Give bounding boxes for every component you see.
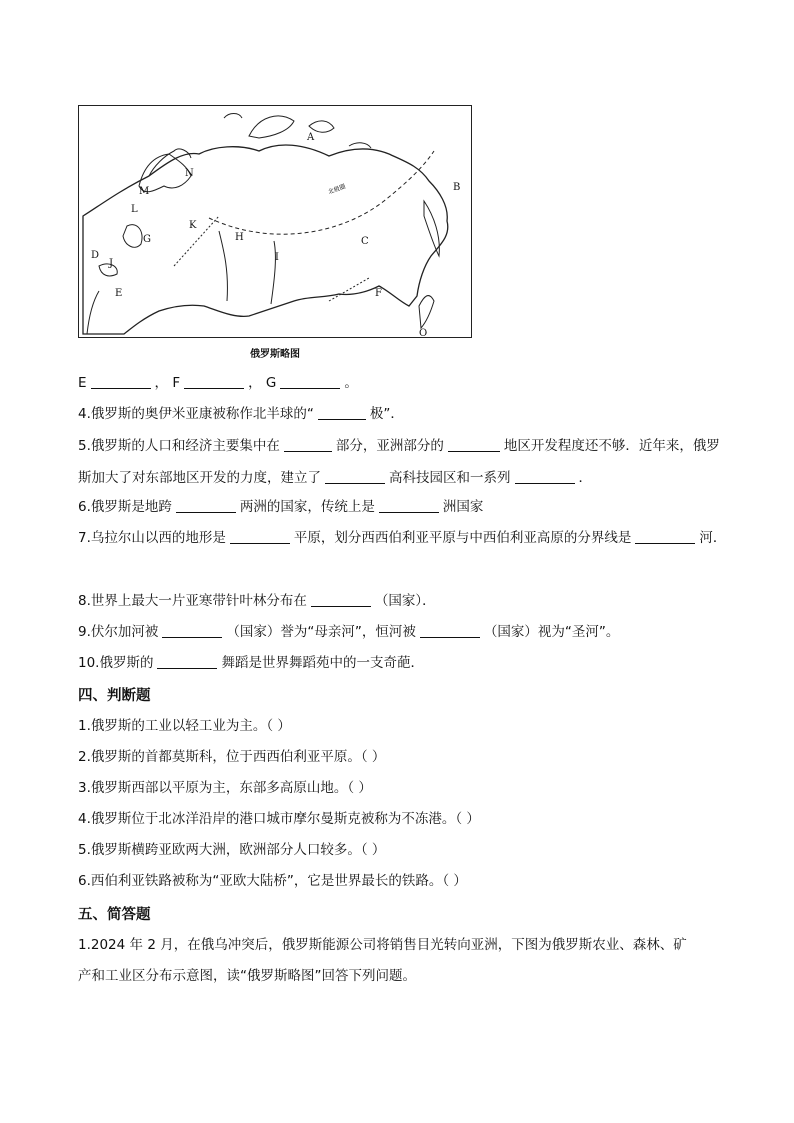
map-label-n: N — [185, 168, 194, 179]
answer-blank-g[interactable] — [280, 374, 340, 389]
answer-blank[interactable] — [515, 469, 575, 484]
essay-q1-line1: 1.2024 年 2 月，在俄乌冲突后，俄罗斯能源公司将销售目光转向亚洲，下图为俄罗斯农业、森林、矿 — [78, 937, 687, 953]
map-label-d: D — [91, 250, 100, 261]
map-label-k: K — [189, 220, 197, 231]
answer-blank-e[interactable] — [91, 374, 151, 389]
russia-coastline — [83, 145, 448, 334]
question-9: 9.伏尔加河被 （国家）誉为“母亲河”，恒河被 （国家）视为“圣河”。 — [78, 624, 620, 640]
section-5-title: 五、简答题 — [78, 907, 151, 923]
question-4: 4.俄罗斯的奥伊米亚康被称作北半球的“ 极”． — [78, 406, 404, 422]
map-label-j: J — [109, 258, 114, 269]
question-5: 5.俄罗斯的人口和经济主要集中在 部分，亚洲部分的 地区开发程度还不够．近年来，俄罗斯加大了对东部地区开发的力度，建立了 高科技园区和一系列 ． — [78, 438, 720, 486]
russia-map-drawing — [79, 106, 472, 338]
answer-blank[interactable] — [448, 437, 500, 452]
judge-item-5: 5.俄罗斯横跨亚欧两大洲，欧洲部分人口较多。（ ） — [78, 842, 386, 858]
judge-item-2: 2.俄罗斯的首都莫斯科，位于西西伯利亚平原。（ ） — [78, 749, 386, 765]
answer-blank[interactable] — [311, 592, 371, 607]
judge-item-6: 6.西伯利亚铁路被称为“亚欧大陆桥”，它是世界最长的铁路。（ ） — [78, 873, 467, 889]
answer-blank[interactable] — [162, 623, 222, 638]
map-label-a: A — [307, 132, 315, 143]
map-label-o: O — [419, 328, 428, 338]
answer-blank[interactable] — [157, 654, 217, 669]
answer-blank[interactable] — [325, 469, 385, 484]
map-label-h: H — [235, 232, 244, 243]
q3-tail-line: E ， F ， G 。 — [78, 375, 358, 391]
essay-q1-line2: 产和工业区分布示意图，读“俄罗斯略图”回答下列问题。 — [78, 968, 416, 984]
map-label-l: L — [131, 204, 138, 215]
map-label-m: M — [139, 186, 150, 197]
question-10: 10.俄罗斯的 舞蹈是世界舞蹈苑中的一支奇葩． — [78, 655, 424, 671]
answer-blank[interactable] — [420, 623, 480, 638]
answer-blank[interactable] — [176, 498, 236, 513]
answer-blank[interactable] — [318, 405, 366, 420]
arctic-circle-label: 北极圈 — [327, 183, 347, 196]
judge-item-4: 4.俄罗斯位于北冰洋沿岸的港口城市摩尔曼斯克被称为不冻港。（ ） — [78, 811, 480, 827]
question-8: 8.世界上最大一片亚寒带针叶林分布在 （国家）． — [78, 593, 436, 609]
question-6: 6.俄罗斯是地跨 两洲的国家，传统上是 洲国家 — [78, 499, 484, 515]
judge-item-3: 3.俄罗斯西部以平原为主，东部多高原山地。（ ） — [78, 780, 372, 796]
answer-blank[interactable] — [635, 529, 695, 544]
map-caption: 俄罗斯略图 — [250, 349, 300, 360]
map-label-f: F — [375, 288, 382, 299]
question-7: 7.乌拉尔山以西的地形是 平原，划分西西伯利亚平原与中西伯利亚高原的分界线是 河． — [78, 530, 727, 546]
answer-blank[interactable] — [284, 437, 332, 452]
answer-blank[interactable] — [379, 498, 439, 513]
map-label-i: I — [275, 252, 279, 263]
answer-blank[interactable] — [230, 529, 290, 544]
section-4-title: 四、判断题 — [78, 688, 151, 704]
judge-item-1: 1.俄罗斯的工业以轻工业为主。（ ） — [78, 718, 291, 734]
map-label-g: G — [143, 234, 151, 245]
map-label-c: C — [361, 236, 369, 247]
map-label-b: B — [453, 182, 461, 193]
map-label-e: E — [115, 288, 123, 299]
answer-blank-f[interactable] — [184, 374, 244, 389]
russia-map — [78, 105, 472, 338]
